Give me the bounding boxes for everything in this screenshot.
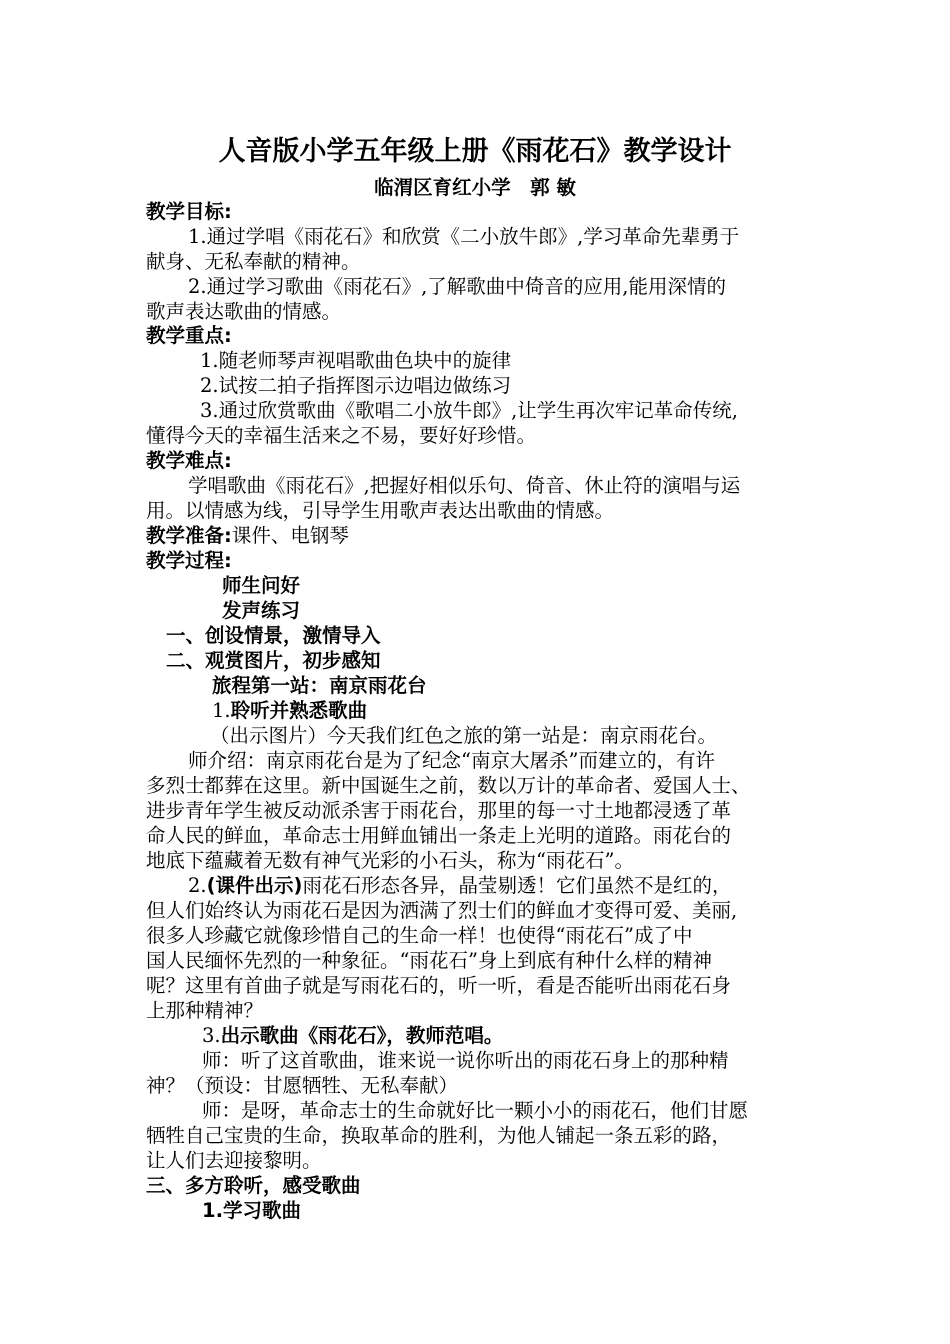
teacher-question-line-1: 师：听了这首歌曲，谁来说一说你听出的雨花石身上的那种精 (202, 1049, 729, 1072)
goal-2-line-2: 歌声表达歌曲的情感。 (146, 300, 342, 323)
courseware-line-4: 国人民缅怀先烈的一种象征。“雨花石”身上到底有种什么样的精神 (146, 949, 712, 972)
paragraph-show-pictures: （出示图片）今天我们红色之旅的第一站是：南京雨花台。 (210, 724, 718, 747)
intro-line-5: 地底下蕴藏着无数有神气光彩的小石头，称为“雨花石”。 (146, 849, 634, 872)
section-one-heading: 一、创设情景，激情导入 (166, 624, 381, 647)
section-two-heading: 二、观赏图片，初步感知 (166, 649, 381, 672)
teacher-question-line-2: 神？（预设：甘愿牺牲、无私奉献） (146, 1074, 459, 1097)
teacher-answer-line-2: 牺牲自己宝贵的生命，换取革命的胜利，为他人铺起一条五彩的路， (146, 1124, 732, 1147)
intro-line-4: 命人民的鲜血，革命志士用鲜血铺出一条走上光明的道路。雨花台的 (146, 824, 732, 847)
step-greeting: 师生问好 (222, 574, 301, 597)
difficulty-line-2: 用。以情感为线，引导学生用歌声表达出歌曲的情感。 (146, 499, 615, 522)
goal-2-line-1: 2.通过学习歌曲《雨花石》,了解歌曲中倚音的应用,能用深情的 (188, 275, 727, 298)
demo-step-number: 3. (202, 1024, 221, 1047)
courseware-text: 雨花石形态各异，晶莹剔透！它们虽然不是红的， (302, 874, 732, 897)
listen-step-title: 聆听并熟悉歌曲 (230, 699, 368, 722)
listen-step-line (212, 699, 367, 723)
courseware-line-5: 呢？这里有首曲子就是写雨花石的，听一听，看是否能听出雨花石身 (146, 974, 732, 997)
courseware-step-number: 2. (188, 874, 207, 897)
document-title: 人音版小学五年级上册《雨花石》教学设计 (218, 136, 732, 167)
goal-1-line-1: 1.通过学唱《雨花石》和欣赏《二小放牛郎》,学习革命先辈勇于 (188, 225, 740, 248)
difficulty-line-1: 学唱歌曲《雨花石》,把握好相似乐句、倚音、休止符的演唱与运 (188, 474, 741, 497)
heading-difficulties: 教学难点: (146, 449, 232, 472)
teacher-answer-line-3: 让人们去迎接黎明。 (146, 1149, 322, 1172)
key-point-1: 1.随老师琴声视唱歌曲色块中的旋律 (200, 349, 512, 372)
courseware-label: (课件出示) (206, 874, 303, 897)
heading-key-points: 教学重点: (146, 324, 232, 347)
step-vocal-practice: 发声练习 (222, 599, 301, 622)
key-point-3-line-1: 3.通过欣赏歌曲《歌唱二小放牛郎》,让学生再次牢记革命传统, (200, 399, 739, 422)
preparation-line (146, 524, 349, 548)
heading-process: 教学过程: (146, 549, 232, 572)
courseware-line-3: 很多人珍藏它就像珍惜自己的生命一样！也使得“雨花石”成了中 (146, 924, 693, 947)
demo-singing-line (202, 1024, 503, 1048)
goal-1-line-2: 献身、无私奉献的精神。 (146, 250, 361, 273)
section-three-heading: 三、多方聆听，感受歌曲 (146, 1174, 361, 1197)
document-author: 临渭区育红小学 郭 敏 (374, 176, 576, 199)
courseware-line-2: 但人们始终认为雨花石是因为洒满了烈士们的鲜血才变得可爱、美丽, (146, 899, 738, 922)
heading-preparation: 教学准备: (146, 524, 232, 547)
courseware-line-1 (188, 874, 731, 898)
demo-step-title: 出示歌曲《雨花石》，教师范唱。 (220, 1024, 504, 1047)
intro-line-3: 进步青年学生被反动派杀害于雨花台，那里的每一寸土地都浸透了革 (146, 799, 732, 822)
intro-line-1: 师介绍：南京雨花台是为了纪念“南京大屠杀”而建立的，有许 (188, 749, 715, 772)
preparation-items: 课件、电钢琴 (231, 524, 349, 547)
teacher-answer-line-1: 师：是呀，革命志士的生命就好比一颗小小的雨花石，他们甘愿 (202, 1099, 749, 1122)
courseware-line-6: 上那种精神？ (146, 999, 264, 1022)
listen-step-number: 1. (212, 699, 231, 722)
intro-line-2: 多烈士都葬在这里。新中国诞生之前，数以万计的革命者、爱国人士、 (146, 774, 751, 797)
key-point-3-line-2: 懂得今天的幸福生活来之不易，要好好珍惜。 (146, 424, 537, 447)
journey-stop-one: 旅程第一站：南京雨花台 (212, 674, 427, 697)
heading-goals: 教学目标: (146, 200, 232, 223)
learn-song-heading: 1.学习歌曲 (202, 1199, 301, 1222)
key-point-2: 2.试按二拍子指挥图示边唱边做练习 (200, 374, 512, 397)
